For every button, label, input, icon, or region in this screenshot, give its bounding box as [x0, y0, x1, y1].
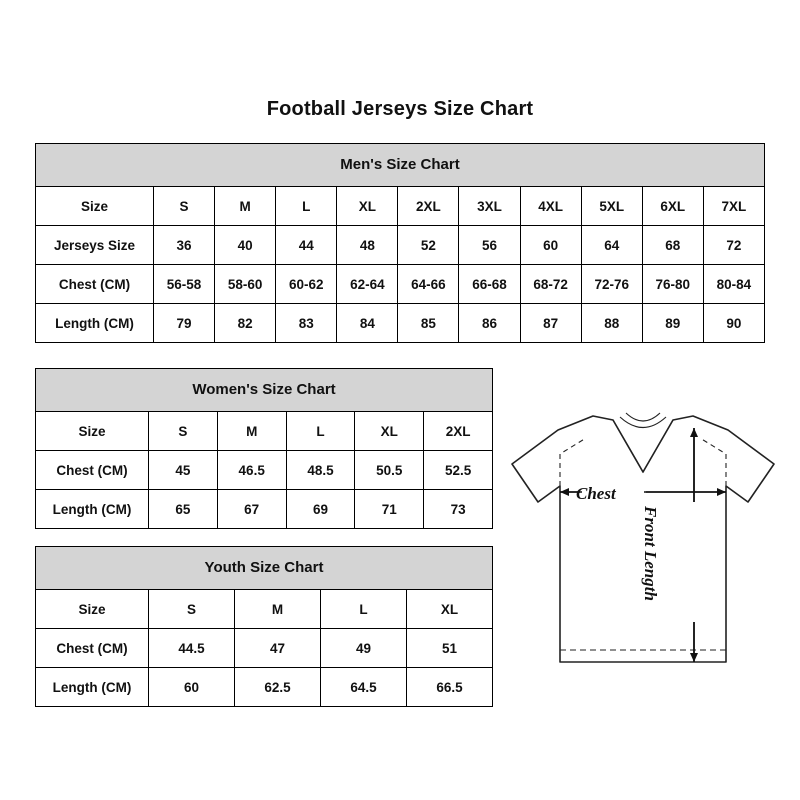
- column-header: 7XL: [703, 187, 764, 226]
- column-header: 4XL: [520, 187, 581, 226]
- table-cell: 44: [276, 226, 337, 265]
- column-header: XL: [337, 187, 398, 226]
- table-cell: 40: [215, 226, 276, 265]
- table-cell: 48: [337, 226, 398, 265]
- youth-size-chart-section: [35, 546, 493, 707]
- row-label: Chest (CM): [36, 451, 149, 490]
- table-cell: 84: [337, 304, 398, 343]
- column-header: L: [321, 590, 407, 629]
- table-row: [36, 304, 765, 343]
- table-cell: 52.5: [424, 451, 493, 490]
- column-header: S: [149, 590, 235, 629]
- table-cell: 60-62: [276, 265, 337, 304]
- column-header: 3XL: [459, 187, 520, 226]
- youth-size-chart-table: [35, 546, 493, 707]
- mens-size-chart-section: [35, 143, 765, 343]
- column-header: XL: [407, 590, 493, 629]
- table-cell: 48.5: [286, 451, 355, 490]
- table-cell: 64-66: [398, 265, 459, 304]
- table-row: [36, 590, 493, 629]
- column-header: M: [235, 590, 321, 629]
- table-cell: 60: [149, 668, 235, 707]
- chest-measure-label: Chest: [576, 484, 616, 503]
- table-row: [36, 451, 493, 490]
- table-row: [36, 226, 765, 265]
- row-label: Length (CM): [36, 490, 149, 529]
- table-cell: 90: [703, 304, 764, 343]
- column-header: 5XL: [581, 187, 642, 226]
- table-cell: 88: [581, 304, 642, 343]
- column-header: L: [276, 187, 337, 226]
- table-cell: 82: [215, 304, 276, 343]
- column-header: L: [286, 412, 355, 451]
- column-header: 2XL: [398, 187, 459, 226]
- table-row: [36, 490, 493, 529]
- page-title: Football Jerseys Size Chart: [266, 98, 534, 120]
- table-cell: 72: [703, 226, 764, 265]
- column-header: XL: [355, 412, 424, 451]
- table-cell: 60: [520, 226, 581, 265]
- column-header: 6XL: [642, 187, 703, 226]
- column-header: S: [154, 187, 215, 226]
- table-row: [36, 412, 493, 451]
- table-cell: 58-60: [215, 265, 276, 304]
- table-cell: 52: [398, 226, 459, 265]
- table-cell: 62-64: [337, 265, 398, 304]
- table-cell: 36: [154, 226, 215, 265]
- table-cell: 46.5: [217, 451, 286, 490]
- table-cell: 68: [642, 226, 703, 265]
- table-cell: 80-84: [703, 265, 764, 304]
- column-header: M: [215, 187, 276, 226]
- mens-size-chart-table: [35, 143, 765, 343]
- table-cell: 83: [276, 304, 337, 343]
- table-cell: 64: [581, 226, 642, 265]
- row-header-label: Size: [36, 412, 149, 451]
- row-label: Length (CM): [36, 668, 149, 707]
- table-cell: 76-80: [642, 265, 703, 304]
- mens-size-chart-caption: Men's Size Chart: [35, 143, 765, 186]
- table-cell: 51: [407, 629, 493, 668]
- row-header-label: Size: [36, 187, 154, 226]
- table-row: [36, 629, 493, 668]
- jersey-measurement-diagram: [498, 398, 788, 698]
- row-header-label: Size: [36, 590, 149, 629]
- table-cell: 68-72: [520, 265, 581, 304]
- womens-size-chart-table: [35, 368, 493, 529]
- row-label: Length (CM): [36, 304, 154, 343]
- table-cell: 62.5: [235, 668, 321, 707]
- column-header: 2XL: [424, 412, 493, 451]
- table-cell: 86: [459, 304, 520, 343]
- table-cell: 47: [235, 629, 321, 668]
- table-cell: 49: [321, 629, 407, 668]
- table-row: [36, 668, 493, 707]
- table-cell: 73: [424, 490, 493, 529]
- womens-size-chart-caption: Women's Size Chart: [35, 368, 493, 411]
- row-label: Chest (CM): [36, 629, 149, 668]
- womens-size-chart-section: [35, 368, 493, 529]
- table-cell: 87: [520, 304, 581, 343]
- youth-size-chart-caption: Youth Size Chart: [35, 546, 493, 589]
- table-cell: 44.5: [149, 629, 235, 668]
- table-cell: 65: [149, 490, 218, 529]
- table-cell: 69: [286, 490, 355, 529]
- table-row: [36, 187, 765, 226]
- table-cell: 67: [217, 490, 286, 529]
- row-label: Jerseys Size: [36, 226, 154, 265]
- table-cell: 85: [398, 304, 459, 343]
- table-cell: 66.5: [407, 668, 493, 707]
- table-cell: 89: [642, 304, 703, 343]
- table-cell: 45: [149, 451, 218, 490]
- table-cell: 50.5: [355, 451, 424, 490]
- table-cell: 79: [154, 304, 215, 343]
- table-cell: 66-68: [459, 265, 520, 304]
- row-label: Chest (CM): [36, 265, 154, 304]
- table-cell: 64.5: [321, 668, 407, 707]
- table-cell: 56: [459, 226, 520, 265]
- table-cell: 56-58: [154, 265, 215, 304]
- table-cell: 71: [355, 490, 424, 529]
- table-cell: 72-76: [581, 265, 642, 304]
- front-length-measure-label: Front Length: [641, 506, 660, 601]
- column-header: M: [217, 412, 286, 451]
- column-header: S: [149, 412, 218, 451]
- table-row: [36, 265, 765, 304]
